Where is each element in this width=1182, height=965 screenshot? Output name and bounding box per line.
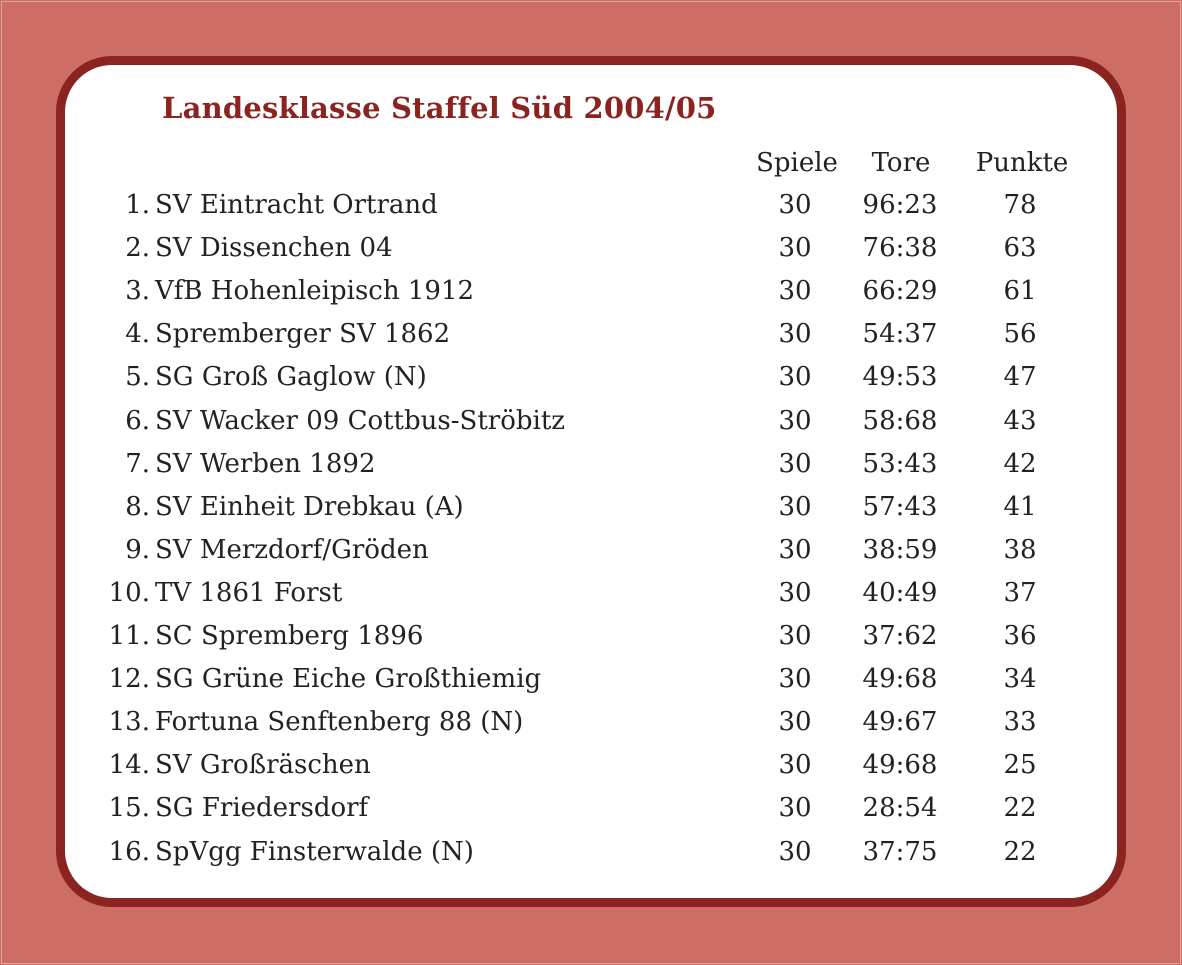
tore-cell: 38:59	[862, 534, 938, 565]
punkte-cell: 42	[1003, 448, 1037, 479]
punkte-cell: 37	[1003, 577, 1037, 608]
table-row	[65, 401, 1117, 441]
table-header	[65, 143, 1117, 183]
spiele-cell: 30	[778, 319, 812, 350]
spiele-cell: 30	[778, 233, 812, 264]
table-row	[65, 573, 1117, 613]
table-row	[65, 659, 1117, 699]
spiele-cell: 30	[778, 190, 812, 220]
team-cell: SV Dissenchen 04	[155, 233, 393, 264]
header-tore: Tore	[871, 148, 931, 178]
spiele-cell: 30	[778, 577, 812, 608]
spiele-cell: 30	[778, 405, 812, 436]
punkte-cell: 56	[1003, 319, 1037, 350]
punkte-cell: 22	[1003, 793, 1037, 824]
table-row	[65, 228, 1117, 268]
team-cell: SV Wacker 09 Cottbus-Ströbitz	[155, 405, 565, 436]
team-cell: Fortuna Senftenberg 88 (N)	[155, 707, 524, 738]
team-cell: VfB Hohenleipisch 1912	[155, 276, 475, 307]
spiele-cell: 30	[778, 750, 812, 781]
tore-cell: 53:43	[862, 448, 938, 479]
rank-cell: 1.	[125, 190, 150, 220]
rank-cell: 2.	[125, 233, 150, 264]
rank-cell: 16.	[108, 836, 150, 867]
punkte-cell: 38	[1003, 534, 1037, 565]
team-cell: SV Werben 1892	[155, 448, 376, 479]
table-row	[65, 702, 1117, 742]
tore-cell: 57:43	[862, 491, 938, 522]
table-row	[65, 444, 1117, 484]
standings-card	[56, 56, 1126, 907]
table-row	[65, 185, 1117, 225]
rank-cell: 14.	[108, 750, 150, 781]
punkte-cell: 36	[1003, 621, 1037, 651]
tore-cell: 28:54	[862, 793, 938, 824]
spiele-cell: 30	[778, 621, 812, 651]
spiele-cell: 30	[778, 707, 812, 738]
team-cell: SC Spremberg 1896	[155, 621, 424, 651]
punkte-cell: 47	[1003, 362, 1037, 393]
rank-cell: 4.	[125, 319, 150, 350]
rank-cell: 12.	[108, 664, 150, 695]
tore-cell: 66:29	[862, 276, 938, 307]
tore-cell: 40:49	[862, 577, 938, 608]
team-cell: SV Merzdorf/Gröden	[155, 534, 429, 565]
rank-cell: 15.	[108, 793, 150, 824]
spiele-cell: 30	[778, 664, 812, 695]
team-cell: Spremberger SV 1862	[155, 319, 451, 350]
punkte-cell: 33	[1003, 707, 1037, 738]
team-cell: SG Groß Gaglow (N)	[155, 362, 427, 393]
table-row	[65, 314, 1117, 354]
punkte-cell: 34	[1003, 664, 1037, 695]
punkte-cell: 78	[1003, 190, 1037, 220]
tore-cell: 76:38	[862, 233, 938, 264]
rank-cell: 7.	[125, 448, 150, 479]
punkte-cell: 43	[1003, 405, 1037, 436]
team-cell: SpVgg Finsterwalde (N)	[155, 836, 474, 867]
rank-cell: 5.	[125, 362, 150, 393]
tore-cell: 54:37	[862, 319, 938, 350]
team-cell: TV 1861 Forst	[155, 577, 343, 608]
tore-cell: 49:53	[862, 362, 938, 393]
tore-cell: 37:62	[862, 621, 938, 651]
spiele-cell: 30	[778, 836, 812, 867]
spiele-cell: 30	[778, 793, 812, 824]
table-row	[65, 530, 1117, 570]
punkte-cell: 22	[1003, 836, 1037, 867]
table-row	[65, 832, 1117, 872]
team-cell: SG Friedersdorf	[155, 793, 369, 824]
team-cell: SG Grüne Eiche Großthiemig	[155, 664, 542, 695]
spiele-cell: 30	[778, 276, 812, 307]
spiele-cell: 30	[778, 362, 812, 393]
tore-cell: 49:67	[862, 707, 938, 738]
header-spiele: Spiele	[756, 148, 838, 178]
table-row	[65, 788, 1117, 828]
team-cell: SV Großräschen	[155, 750, 371, 781]
header-punkte: Punkte	[975, 148, 1069, 178]
punkte-cell: 61	[1003, 276, 1037, 307]
table-row	[65, 616, 1117, 656]
tore-cell: 37:75	[862, 836, 938, 867]
table-row	[65, 745, 1117, 785]
team-cell: SV Einheit Drebkau (A)	[155, 491, 464, 522]
team-cell: SV Eintracht Ortrand	[155, 190, 438, 220]
tore-cell: 49:68	[862, 664, 938, 695]
tore-cell: 96:23	[862, 190, 938, 220]
table-row	[65, 357, 1117, 397]
rank-cell: 13.	[108, 707, 150, 738]
tore-cell: 58:68	[862, 405, 938, 436]
spiele-cell: 30	[778, 491, 812, 522]
table-row	[65, 271, 1117, 311]
punkte-cell: 25	[1003, 750, 1037, 781]
rank-cell: 3.	[125, 276, 150, 307]
rank-cell: 9.	[125, 534, 150, 565]
rank-cell: 8.	[125, 491, 150, 522]
rank-cell: 10.	[108, 577, 150, 608]
punkte-cell: 63	[1003, 233, 1037, 264]
spiele-cell: 30	[778, 534, 812, 565]
punkte-cell: 41	[1003, 491, 1037, 522]
rank-cell: 6.	[125, 405, 150, 436]
rank-cell: 11.	[108, 621, 150, 651]
table-row	[65, 487, 1117, 527]
spiele-cell: 30	[778, 448, 812, 479]
tore-cell: 49:68	[862, 750, 938, 781]
table-title: Landesklasse Staffel Süd 2004/05	[162, 91, 717, 125]
